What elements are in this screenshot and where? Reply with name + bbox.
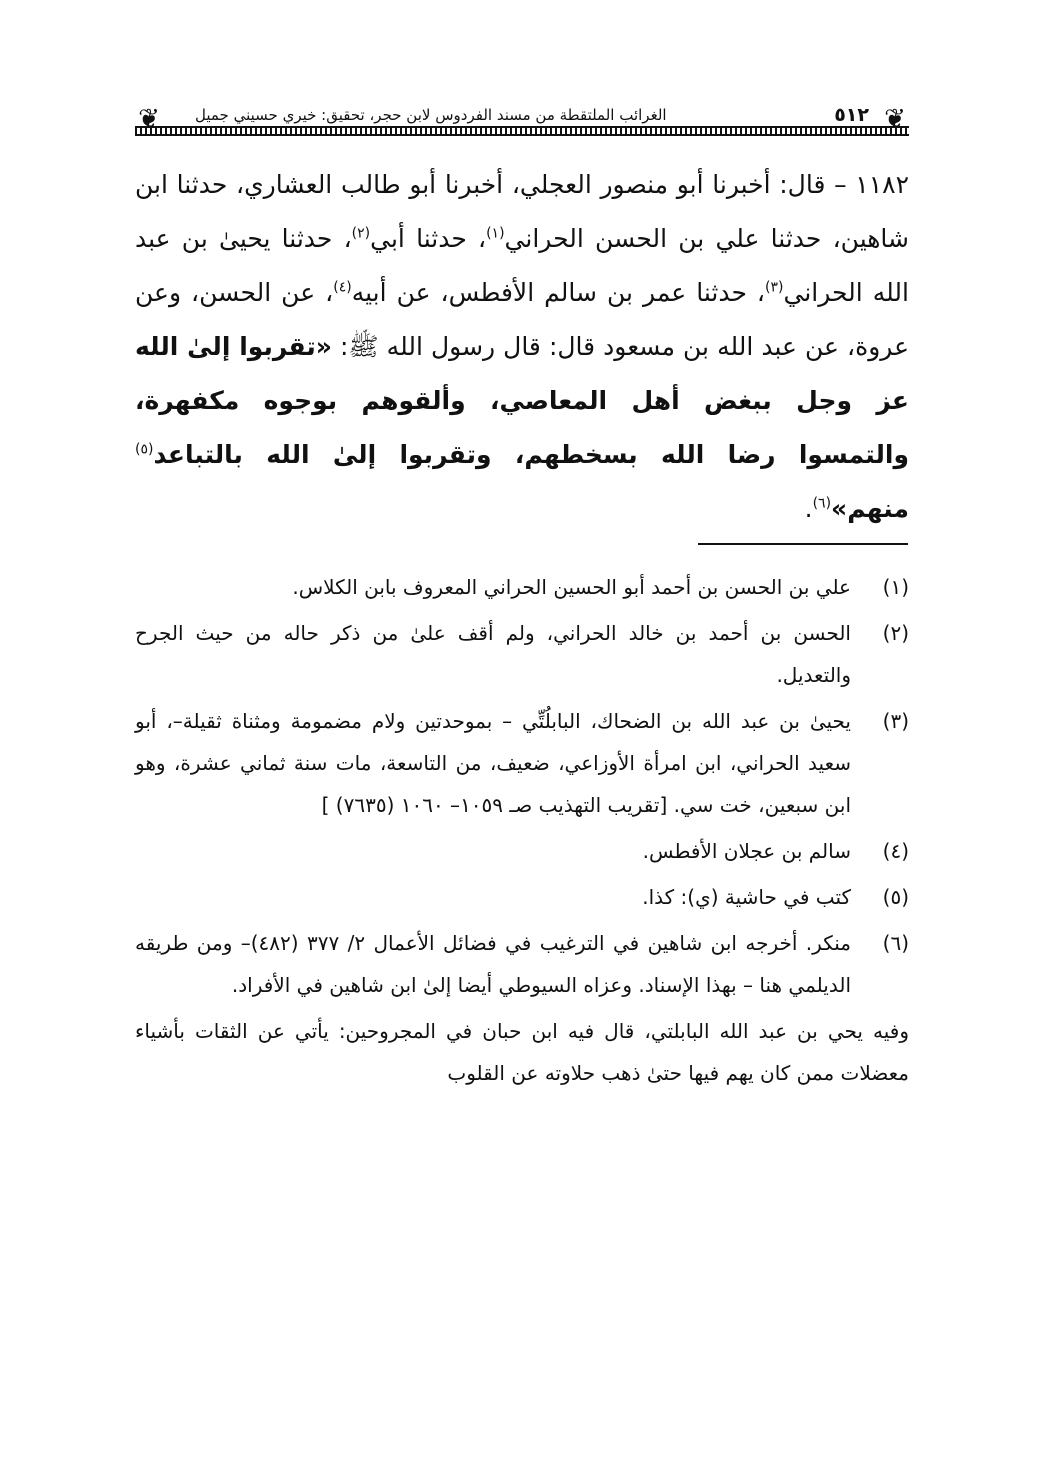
footnote-item xyxy=(135,876,909,918)
footnote-item xyxy=(135,830,909,872)
isnad-part-3: ، حدثنا يحيىٰ بن عبد الله الحراني xyxy=(135,224,909,307)
running-title: الغرائب الملتقطة من مسند الفردوس لابن حجر، تحقيق: خيري حسيني جميل xyxy=(195,106,667,124)
footnotes xyxy=(135,566,909,1094)
footnote-number: (٦) xyxy=(882,931,909,955)
hadith-text-b: منهم» xyxy=(831,494,909,523)
footnote-text: علي بن الحسن بن أحمد أبو الحسين الحراني المعروف بابن الكلاس. xyxy=(292,575,851,599)
footnote-text: سالم بن عجلان الأفطس. xyxy=(642,839,851,863)
footnote-number: (٣) xyxy=(882,709,909,733)
header-frame xyxy=(135,126,909,136)
ornament-left-icon: ❦ xyxy=(138,104,160,134)
footnote-separator xyxy=(698,543,908,545)
footnote-text: كتب في حاشية (ي): كذا. xyxy=(642,885,851,909)
main-text xyxy=(135,158,909,536)
footnote-ref-4[interactable]: (٤) xyxy=(333,279,352,296)
footnote-item xyxy=(135,700,909,826)
page-number: ٥١٢ xyxy=(834,104,869,126)
page-header xyxy=(135,102,909,138)
isnad-part-1: ١١٨٢ – قال: أخبرنا أبو منصور العجلي، أخبرنا أبو طالب العشاري، حدثنا ابن شاهين، حدثنا علي بن الحسن الحراني xyxy=(135,170,909,253)
ornament-right-icon: ❦ xyxy=(884,104,906,134)
footnote-ref-5[interactable]: (٥) xyxy=(135,441,154,458)
footnote-number: (٥) xyxy=(882,885,909,909)
footnote-text: الحسن بن أحمد بن خالد الحراني، ولم أقف علىٰ من ذكر حاله من حيث الجرح والتعديل. xyxy=(135,621,851,687)
footnote-continuation: وفيه يحي بن عبد الله البابلتي، قال فيه ابن حبان في المجروحين: يأتي عن الثقات بأشياء معضلات ممن كان يهم فيها حتىٰ ذهب حلاوته عن القلوب xyxy=(135,1019,909,1085)
footnote-text: منكر. أخرجه ابن شاهين في الترغيب في فضائل الأعمال ٢/ ٣٧٧ (٤٨٢)– ومن طريقه الديلمي هنا – بهذا الإسناد. وعزاه السيوطي أيضا إلىٰ ابن شاهين في الأفراد. xyxy=(135,931,851,997)
end-mark: . xyxy=(804,494,813,523)
hadith-paragraph xyxy=(135,158,909,536)
footnote-item xyxy=(135,922,909,1006)
hadith-text-a: «تقربوا إلىٰ الله عز وجل ببغض أهل المعاصي، وألقوهم بوجوه مكفهرة، والتمسوا رضا الله بسخطهم، وتقربوا إلىٰ الله بالتباعد xyxy=(135,332,909,469)
footnote-ref-6[interactable]: (٦) xyxy=(812,495,832,512)
isnad-part-5: ، عن الحسن، وعن عروة، عن عبد الله بن مسعود قال: قال رسول الله ﷺ: xyxy=(135,278,909,361)
footnote-item xyxy=(135,566,909,608)
footnote-number: (٢) xyxy=(882,621,909,645)
footnote-number: (٤) xyxy=(882,839,909,863)
footnote-ref-2[interactable]: (٢) xyxy=(351,225,371,242)
footnote-item xyxy=(135,612,909,696)
isnad-part-2: ، حدثنا أبي xyxy=(370,224,487,253)
footnote-ref-1[interactable]: (١) xyxy=(486,225,505,242)
footnote-ref-3[interactable]: (٣) xyxy=(765,279,784,296)
footnote-text: يحيىٰ بن عبد الله بن الضحاك، البابلُتِّي – بموحدتين ولام مضمومة ومثناة ثقيلة–، أبو سعيد الحراني، ابن امرأة الأوزاعي، ضعيف، من التاسعة، مات سنة ثماني عشرة، وهو ابن سبعين، خت سي. [تقريب التهذيب صـ ١٠٥٩– ١٠٦٠ (٧٦٣٥) ] xyxy=(135,709,851,817)
isnad-part-4: ، حدثنا عمر بن سالم الأفطس، عن أبيه xyxy=(351,278,766,307)
footnote-number: (١) xyxy=(882,575,909,599)
